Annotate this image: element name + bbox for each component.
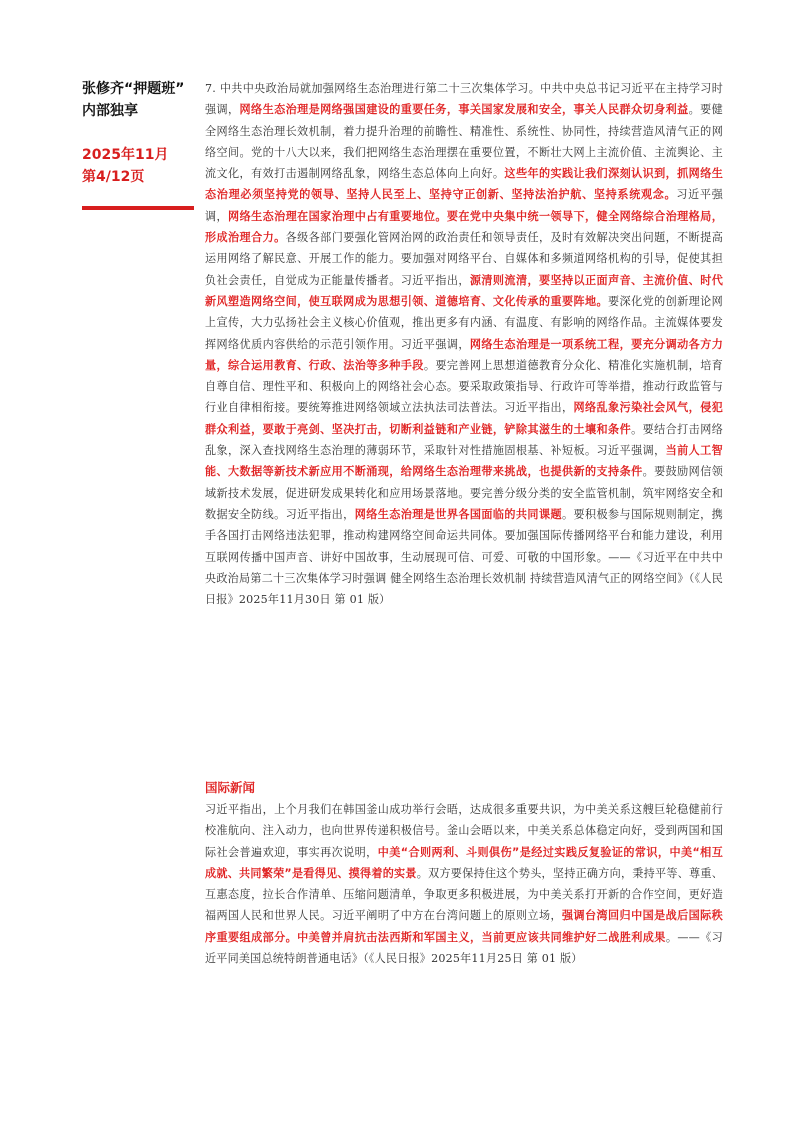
highlight-text: 当前人工智能、大数据等新技术新应用不断涌现，给网络生态治理带来挑战，也提供新的支持条件 — [205, 444, 723, 479]
date-block — [82, 144, 194, 188]
highlight-text: 网络生态治理是一项系统工程，要充分调动各方力量，综合运用教育、行政、法治等多种手段 — [205, 337, 724, 372]
body-text: 。要健全网络生态治理长效机制，着力提升治理的前瞻性、精准性、系统性、协同性，持续营造风清气正的网络空间。党的十八大以来，我们把网络生态治理摆在重要位置，不断壮大网上主流价值、主流舆论、主流文化，有效打击遏制网络乱象，网络生态总体向上向好。 — [205, 103, 723, 181]
sidebar-divider — [82, 206, 194, 210]
sidebar — [82, 78, 194, 188]
main-content — [205, 78, 723, 610]
brand-title: 张修齐“押题班” — [82, 81, 185, 97]
highlight-text: 网络生态治理是网络强国建设的重要任务，事关国家发展和安全，事关人民群众切身利益 — [239, 103, 689, 117]
body-text: 。——《习近平同美国总统特朗普通电话》（《人民日报》2025年11月25日 第 01 版） — [205, 930, 723, 966]
international-news-paragraph — [205, 799, 723, 969]
highlight-text: 中美“合则两利、斗则俱伤”是经过实践反复验证的常识，中美“相互成就、共同繁荣”是看得见、摸得着的实景 — [205, 845, 723, 880]
highlight-text: 强调台湾回归中国是战后国际秩序重要组成部分。中美曾并肩抗击法西斯和军国主义，当前更应该共同维护好二战胜利成果 — [205, 909, 723, 944]
body-text: 习近平指出，上个月我们在韩国釜山成功举行会晤，达成很多重要共识，为中美关系这艘巨轮稳健前行校准航向、注入动力，也向世界传递积极信号。釜山会晤以来，中美关系总体稳定向好，受到两国和国际社会普遍欢迎，事实再次说明， — [205, 803, 723, 859]
body-text: 。要结合打击网络乱象，深入查找网络生态治理的薄弱环节，采取针对性措施固根基、补短板。习近平强调， — [205, 422, 723, 458]
body-text: 各级各部门要强化管网治网的政治责任和领导责任，及时有效解决突出问题，不断提高运用网络了解民意、开展工作的能力。要加强对网络平台、自媒体和多频道网络机构的引导，促使其担负社会责任，自觉成为正能量传播者。习近平指出， — [205, 231, 724, 287]
international-news-section — [205, 777, 723, 969]
body-text: 7. 中共中央政治局就加强网络生态治理进行第二十三次集体学习。中共中央总书记习近平在主持学习时强调， — [205, 82, 723, 117]
body-text: 要深化党的创新理论网上宣传，大力弘扬社会主义核心价值观，推出更多有内涵、有温度、有影响的网络作品。主流媒体要发挥网络优质内容供给的示范引领作用。习近平强调， — [205, 294, 723, 351]
news-item-7 — [205, 78, 723, 610]
brand-subtitle: 内部独享 — [82, 103, 138, 119]
body-text: 。要完善网上思想道德教育分众化、精准化实施机制，培育自尊自信、理性平和、积极向上的网络社会心态。要采取政策指导、行政许可等举措，推动行政监管与行业自律相衔接。要统筹推进网络领域立法执法司法普法。习近平指出， — [205, 358, 724, 415]
highlight-text: 网络生态治理在国家治理中占有重要地位。要在党中央集中统一领导下，健全网络综合治理格局，形成治理合力。 — [205, 209, 724, 245]
highlight-text: 这些年的实践让我们深刻认识到，抓网络生态治理必须坚持党的领导、坚持人民至上、坚持守正创新、坚持法治护航、坚持系统观念。 — [205, 167, 724, 202]
body-text: 。双方要保持住这个势头，坚持正确方向，秉持平等、尊重、互惠态度，拉长合作清单、压缩问题清单，争取更多积极进展，为中美关系打开新的合作空间，更好造福两国人民和世界人民。习近平阐明了中方在台湾问题上的原则立场， — [205, 866, 724, 923]
page-indicator: 第4/12页 — [82, 169, 145, 185]
highlight-text: 网络乱象污染社会风气，侵犯群众利益，要敢于亮剑、坚决打击，切断利益链和产业链，铲除其滋生的土壤和条件 — [205, 401, 723, 436]
body-text: 。要鼓励网信领域新技术发展，促进研发成果转化和应用场景落地。要完善分级分类的安全监管机制，筑牢网络安全和数据安全防线。习近平指出， — [205, 465, 723, 521]
highlight-text: 网络生态治理是世界各国面临的共同课题 — [354, 507, 562, 521]
issue-date: 2025年11月 — [82, 147, 169, 163]
highlight-text: 源清则流清，要坚持以正面声音、主流价值、时代新风塑造网络空间，使互联网成为思想引领、道德培育、文化传承的重要阵地。 — [205, 273, 724, 308]
brand-block — [82, 78, 194, 122]
body-text: 。要积极参与国际规则制定，携手各国打击网络违法犯罪，推动构建网络空间命运共同体。要加强国际传播网络平台和能力建设，利用互联网传播中国声音、讲好中国故事，生动展现可信、可爱、可敬的中国形象。——《习近平在中共中央政治局第二十三次集体学习时强调 健全网络生态治理长效机制 持续营造风清气正的网络空间》（《人民日报》2025年11月30日 第 01 版） — [205, 507, 723, 607]
section-title: 国际新闻 — [205, 780, 256, 795]
body-text: 习近平强调， — [205, 188, 723, 223]
